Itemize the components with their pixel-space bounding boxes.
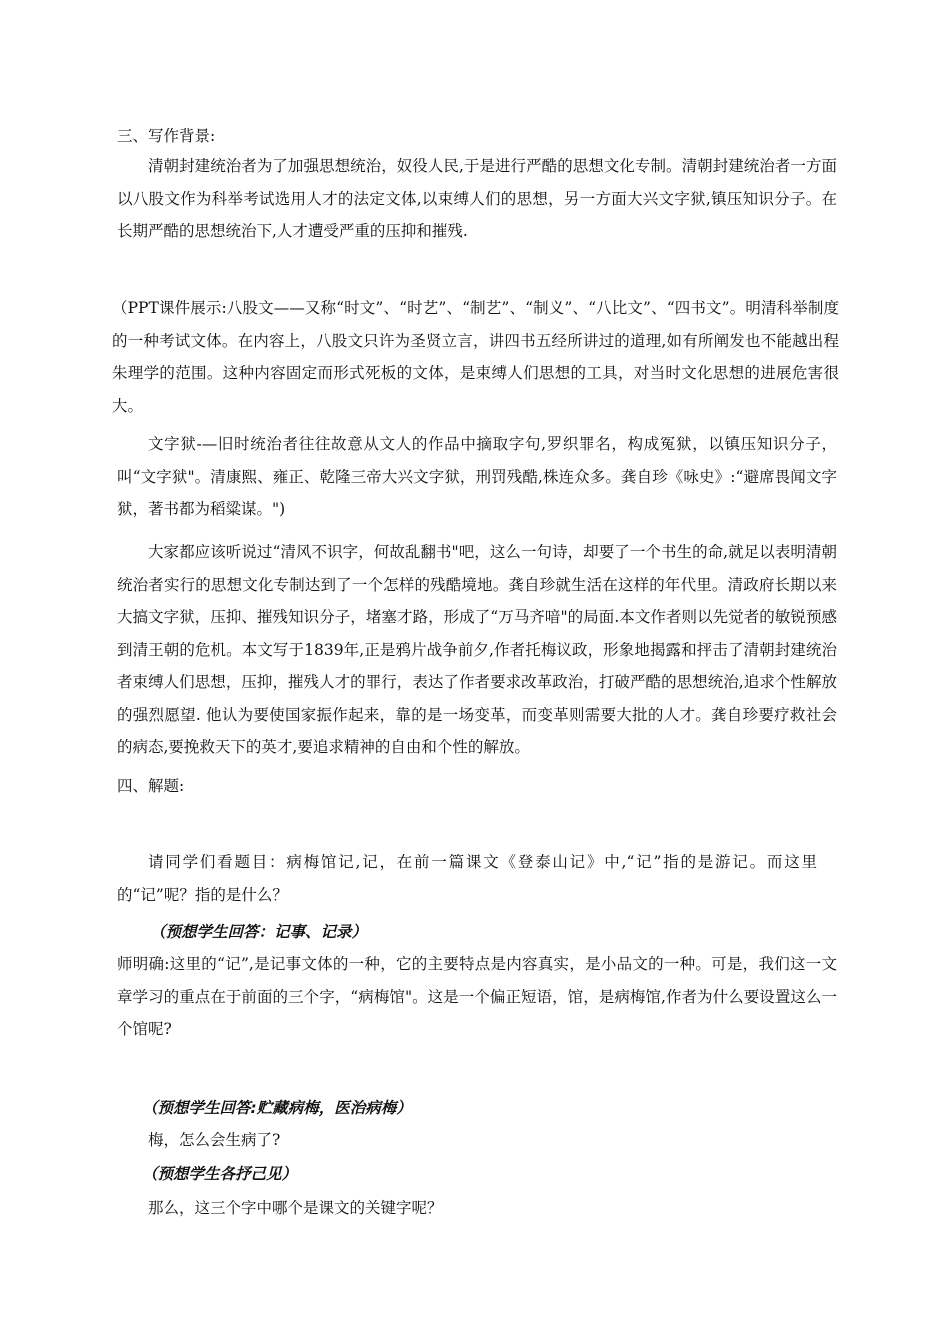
expected-answer-3: （预想学生各抒己见） (142, 1165, 298, 1183)
teacher-paragraph: 师明确:这里的“记”,是记事文体的一种，它的主要特点是内容真实，是小品文的一种。可是，我们这一文章学习的重点在于前面的三个字，“病梅馆"。这是一个偏正短语，馆，是病梅馆,作者为什么要设置这么一个馆呢? (117, 955, 837, 1038)
ppt-paragraph: （PPT课件展示:八股文——又称“时文”、“时艺”、“制艺”、“制义”、“八比文”、“四书文”。明清科举制度的一种考试文体。在内容上，八股文只许为圣贤立言，讲四书五经所讲过的道理,如有所阐发也不能越出程朱理学的范围。这种内容固定而形式死板的文体，是束缚人们思想的工具，对当时文化思想的进展危害很大。 (112, 299, 839, 415)
expected-answer-2: （预想学生回答:贮藏病梅，医治病梅） (142, 1099, 412, 1117)
expected-answer-1: （预想学生回答：记事、记录） (150, 923, 368, 941)
question-2: 梅，怎么会生病了? (148, 1131, 281, 1149)
title-question-paragraph: 请同学们看题目：病梅馆记,记，在前一篇课文《登泰山记》中,“记”指的是游记。而这里的“记”呢？指的是什么？ (117, 853, 817, 904)
wenziyu-paragraph: 文字狱-—旧时统治者往往故意从文人的作品中摘取字句,罗织罪名，构成冤狱，以镇压知识分子，叫“文字狱"。清康熙、雍正、乾隆三帝大兴文字狱，刑罚残酷,株连众多。龚自珍《咏史》:“避席畏闻文字狱，著书都为稻粱谋。") (117, 435, 837, 518)
main-paragraph: 大家都应该听说过“清风不识字，何故乱翻书"吧，这么一句诗，却要了一个书生的命,就足以表明清朝统治者实行的思想文化专制达到了一个怎样的残酷境地。龚自珍就生活在这样的年代里。清政府长期以来大搞文字狱，压抑、摧残知识分子，堵塞才路，形成了“万马齐喑"的局面.本文作者则以先觉者的敏锐预感到清王朝的危机。本文写于1839年,正是鸦片战争前夕,作者托梅议政，形象地揭露和抨击了清朝封建统治者束缚人们思想，压抑，摧残人才的罪行，表达了作者要求改革政治，打破严酷的思想统治,追求个性解放的强烈愿望. 他认为要使国家振作起来，靠的是一场变革，而变革则需要大批的人才。龚自珍要疗救社会的病态,要挽救天下的英才,要追求精神的自由和个性的解放。 (117, 543, 837, 756)
section-heading-title: 四、解题: (117, 777, 185, 795)
background-paragraph: 清朝封建统治者为了加强思想统治，奴役人民,于是进行严酷的思想文化专制。清朝封建统治者一方面以八股文作为科举考试选用人才的法定文体,以束缚人们的思想，另一方面大兴文字狱,镇压知识分子。在长期严酷的思想统治下,人才遭受严重的压抑和摧残. (117, 157, 837, 240)
section-heading-background: 三、写作背景: (117, 127, 216, 145)
question-3: 那么，这三个字中哪个是课文的关键字呢？ (148, 1199, 443, 1217)
